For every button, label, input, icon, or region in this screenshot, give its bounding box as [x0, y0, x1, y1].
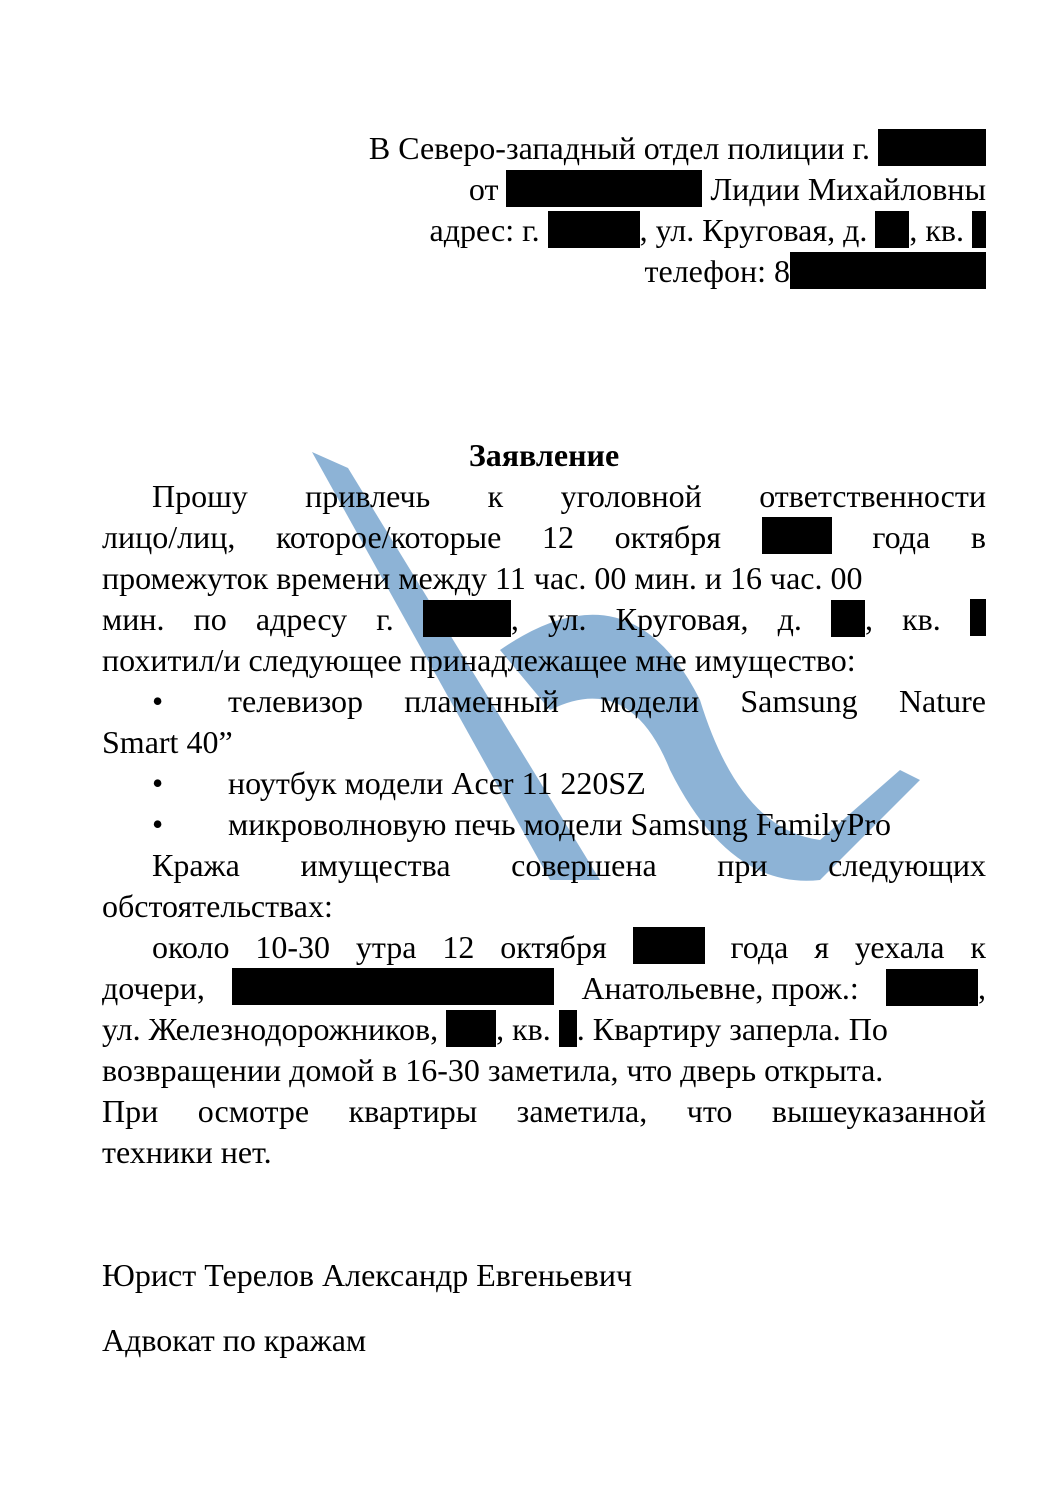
paragraph1-line2: лицо/лиц, которое/которые 12 октября года в	[102, 519, 986, 555]
paragraph1-line5: похитил/и следующее принадлежащее мне имущество:	[102, 642, 856, 678]
paragraph3-line4: возвращении домой в 16-30 заметила, что дверь открыта.	[102, 1052, 884, 1088]
list-item-text: ноутбук модели Acer 11 220SZ	[228, 765, 646, 801]
list-item-text: телевизор пламенный модели Samsung Nature	[228, 683, 986, 719]
redaction-daughter-city	[886, 969, 978, 1006]
redaction-phone	[790, 252, 986, 289]
paragraph3-line5: При осмотре квартиры заметила, что вышеуказанной	[102, 1093, 986, 1129]
redaction-year	[762, 517, 832, 554]
redaction-daughter-house	[446, 1010, 496, 1047]
paragraph1-line4: мин. по адресу г. , ул. Круговая, д. , кв.	[102, 599, 986, 640]
paragraph3-line6: техники нет.	[102, 1134, 272, 1170]
redaction-surname	[506, 170, 702, 207]
signature-name: Юрист Терелов Александр Евгеньевич	[102, 1257, 633, 1293]
list-item-continuation: Smart 40”	[102, 724, 233, 760]
document-page	[102, 128, 986, 1361]
list-item	[102, 804, 986, 845]
bullet-icon: •	[152, 765, 164, 801]
redaction-daughter-name	[232, 968, 554, 1005]
header-to-line: В Северо-западный отдел полиции г.	[102, 128, 986, 169]
bullet-icon: •	[152, 683, 164, 719]
paragraph3-line2: дочери, Анатольевне, прож.: ,	[102, 970, 986, 1006]
paragraph1-line3: промежуток времени между 11 час. 00 мин. и 16 час. 00	[102, 560, 863, 596]
paragraph3-line3: ул. Железнодорожников, , кв. . Квартиру заперла. По	[102, 1011, 888, 1047]
paragraph2-line1: Кража имущества совершена при следующих	[152, 847, 986, 883]
redaction-house	[875, 211, 909, 248]
header-block	[102, 128, 986, 292]
list-item	[102, 681, 986, 722]
redaction-daughter-apartment	[559, 1010, 577, 1047]
redaction-theft-city	[423, 600, 511, 637]
redaction-address-city	[548, 211, 640, 248]
redaction-apartment	[972, 211, 986, 248]
header-address-line: адрес: г. , ул. Круговая, д. , кв.	[102, 210, 986, 251]
redaction-theft-apartment	[970, 599, 986, 636]
header-phone-line: телефон: 8	[102, 251, 986, 292]
redaction-year	[633, 927, 705, 964]
paragraph1-line1: Прошу привлечь к уголовной ответственности	[152, 478, 986, 514]
paragraph3-line1: около 10-30 утра 12 октября года я уехала к	[152, 929, 986, 965]
signature-role: Адвокат по кражам	[102, 1322, 367, 1358]
document-title: Заявление	[468, 437, 620, 473]
paragraph2-line2: обстоятельствах:	[102, 888, 333, 924]
header-from-line: от Лидии Михайловны	[468, 171, 986, 207]
bullet-icon: •	[152, 806, 164, 842]
redaction-city	[878, 129, 986, 166]
list-item	[102, 763, 986, 804]
redaction-theft-house	[831, 600, 865, 637]
list-item-text: микроволновую печь модели Samsung FamilyPro	[228, 806, 891, 842]
